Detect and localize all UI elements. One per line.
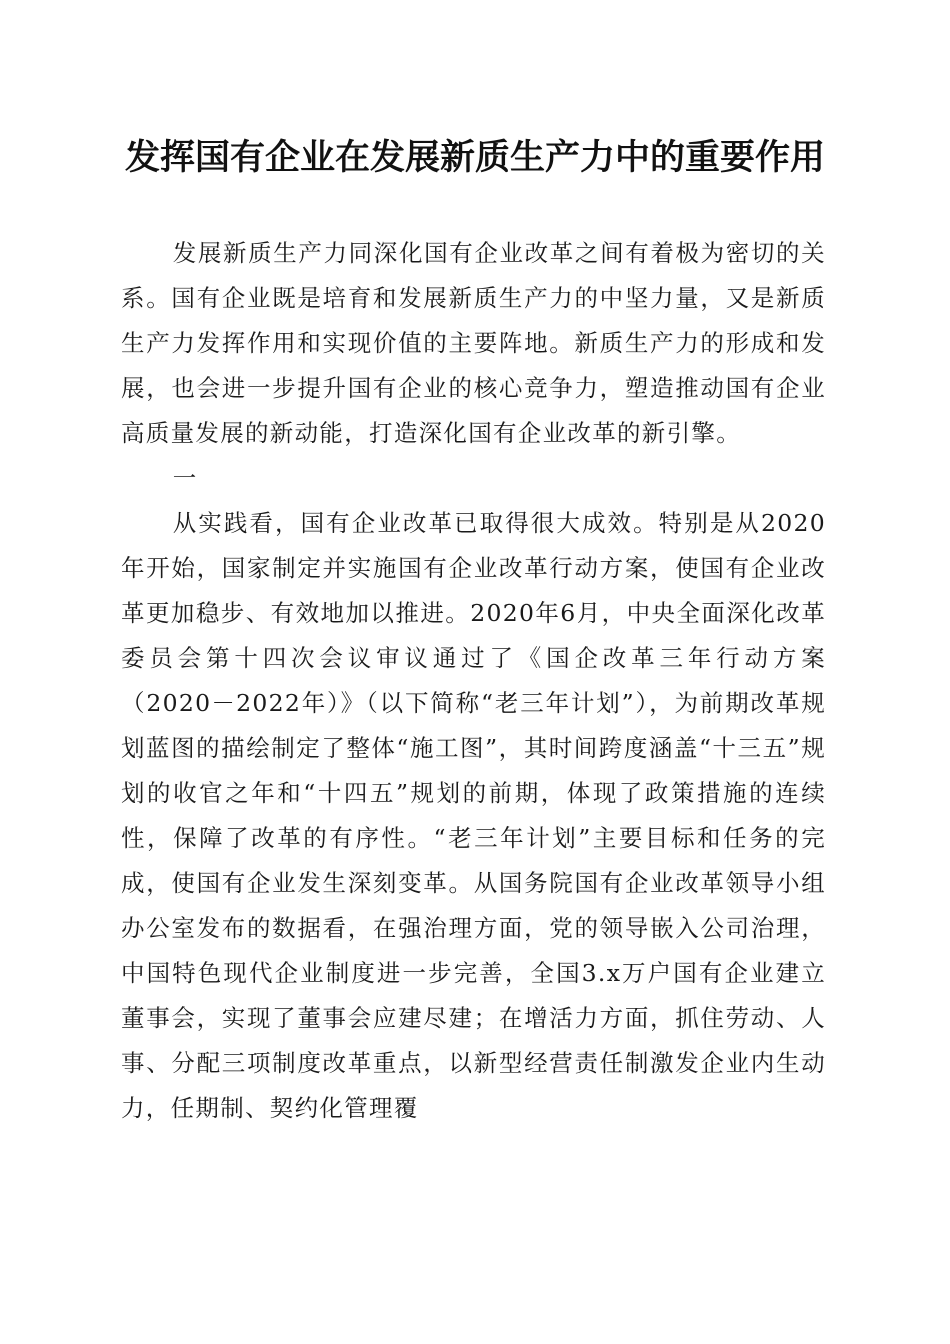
page-title: 发挥国有企业在发展新质生产力中的重要作用 bbox=[124, 137, 825, 178]
section-number-one: 一 bbox=[172, 464, 198, 492]
paragraph-intro: 发展新质生产力同深化国有企业改革之间有着极为密切的关系。国有企业既是培育和发展新质生产力的中坚力量，又是新质生产力发挥作用和实现价值的主要阵地。新质生产力的形成和发展，也会进一步提升国有企业的核心竞争力，塑造推动国有企业高质量发展的新动能，打造深化国有企业改革的新引擎。 bbox=[121, 239, 826, 447]
document-body bbox=[121, 231, 826, 1131]
paragraph-practice: 从实践看，国有企业改革已取得很大成效。特别是从2020年开始，国家制定并实施国有企业改革行动方案，使国有企业改革更加稳步、有效地加以推进。2020年6月，中央全面深化改革委员会第十四次会议审议通过了《国企改革三年行动方案（2020－2022年）》（以下简称“老三年计划”），为前期改革规划蓝图的描绘制定了整体“施工图”，其时间跨度涵盖“十三五”规划的收官之年和“十四五”规划的前期，体现了政策措施的连续性，保障了改革的有序性。“老三年计划”主要目标和任务的完成，使国有企业发生深刻变革。从国务院国有企业改革领导小组办公室发布的数据看，在强治理方面，党的领导嵌入公司治理，中国特色现代企业制度进一步完善，全国3.x万户国有企业建立董事会，实现了董事会应建尽建；在增活力方面，抓住劳动、人事、分配三项制度改革重点，以新型经营责任制激发企业内生动力，任期制、契约化管理覆 bbox=[121, 509, 826, 1122]
